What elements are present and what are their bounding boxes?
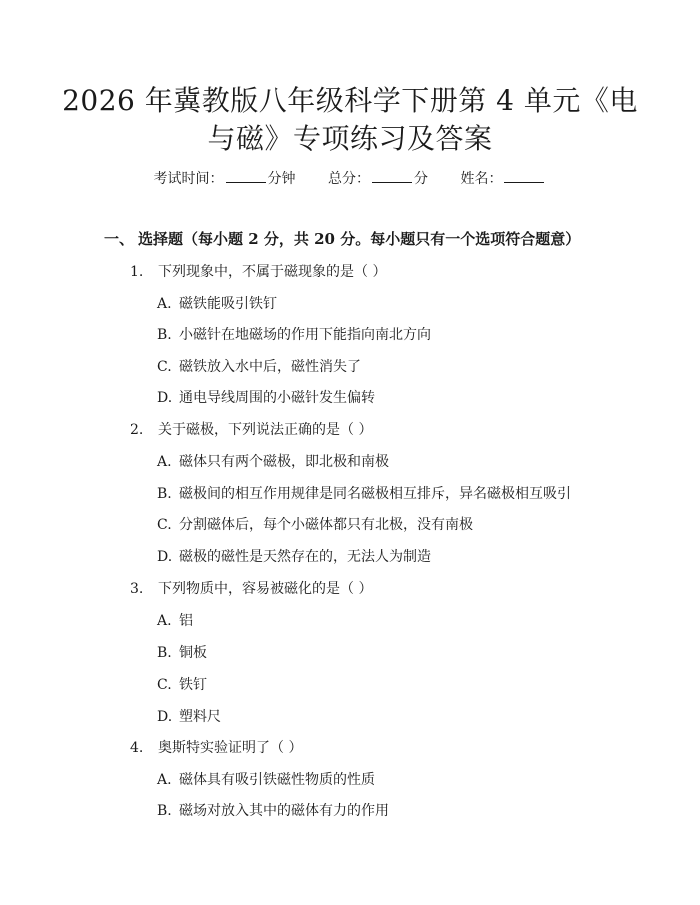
- question-text: 关于磁极，下列说法正确的是（ ）: [158, 422, 373, 438]
- question-number: 1.: [130, 264, 144, 280]
- section-title: 选择题（每小题 2 分，共 20 分。每小题只有一个选项符合题意）: [138, 230, 581, 248]
- exam-time-blank: [226, 168, 266, 183]
- student-name-blank: [504, 168, 544, 183]
- option-letter: B.: [157, 645, 172, 661]
- option-letter: A.: [157, 613, 172, 629]
- option-letter: B.: [157, 327, 172, 343]
- student-name-label: 姓名：: [460, 171, 503, 187]
- option-text: 铁钉: [179, 677, 207, 693]
- question-1-option-c: [157, 357, 361, 377]
- option-letter: D.: [157, 390, 173, 406]
- question-text: 奥斯特实验证明了（ ）: [158, 740, 303, 756]
- option-letter: C.: [157, 517, 172, 533]
- option-text: 磁极的磁性是天然存在的，无法人为制造: [179, 549, 431, 565]
- section-heading: [104, 229, 580, 249]
- question-4: [130, 738, 302, 758]
- question-1: [130, 262, 386, 282]
- option-text: 磁铁放入水中后，磁性消失了: [179, 359, 361, 375]
- question-number: 3.: [130, 581, 144, 597]
- question-3-option-c: [157, 675, 207, 695]
- option-text: 磁场对放入其中的磁体有力的作用: [179, 803, 389, 819]
- option-text: 磁体具有吸引铁磁性物质的性质: [179, 772, 375, 788]
- exam-time-unit: 分钟: [267, 171, 296, 187]
- total-score-blank: [372, 168, 412, 183]
- option-letter: A.: [157, 772, 172, 788]
- question-4-option-a: [157, 770, 375, 790]
- section-number: 一、: [104, 230, 135, 248]
- question-3-option-a: [157, 611, 193, 631]
- option-letter: B.: [157, 486, 172, 502]
- option-text: 铜板: [179, 645, 207, 661]
- question-2-option-d: [157, 547, 431, 567]
- option-letter: A.: [157, 296, 172, 312]
- option-letter: A.: [157, 454, 172, 470]
- document-title-line-1: 2026 年冀教版八年级科学下册第 4 单元《电: [62, 84, 638, 117]
- option-text: 铝: [179, 613, 193, 629]
- question-3: [130, 579, 372, 599]
- exam-time-field: [154, 168, 296, 189]
- total-score-label: 总分：: [328, 171, 370, 187]
- question-3-option-b: [157, 643, 207, 663]
- question-1-option-a: [157, 294, 277, 314]
- option-text: 分割磁体后，每个小磁体都只有北极，没有南极: [179, 517, 473, 533]
- exam-info-row: [0, 168, 700, 189]
- question-number: 4.: [130, 740, 144, 756]
- option-text: 磁体只有两个磁极，即北极和南极: [179, 454, 389, 470]
- option-text: 塑料尺: [179, 709, 221, 725]
- question-2: [130, 420, 372, 440]
- option-letter: C.: [157, 677, 172, 693]
- question-text: 下列物质中，容易被磁化的是（ ）: [158, 581, 373, 597]
- question-4-option-b: [157, 801, 389, 821]
- total-score-field: [328, 168, 428, 189]
- question-2-option-b: [157, 484, 571, 504]
- question-1-option-b: [157, 325, 431, 345]
- option-text: 磁极间的相互作用规律是同名磁极相互排斥，异名磁极相互吸引: [179, 486, 571, 502]
- option-letter: B.: [157, 803, 172, 819]
- question-2-option-c: [157, 515, 473, 535]
- student-name-field: [460, 168, 546, 189]
- question-number: 2.: [130, 422, 144, 438]
- total-score-unit: 分: [414, 171, 428, 187]
- question-1-option-d: [157, 388, 375, 408]
- question-text: 下列现象中，不属于磁现象的是（ ）: [158, 264, 387, 280]
- option-text: 通电导线周围的小磁针发生偏转: [179, 390, 375, 406]
- option-text: 磁铁能吸引铁钉: [179, 296, 277, 312]
- option-text: 小磁针在地磁场的作用下能指向南北方向: [179, 327, 431, 343]
- option-letter: C.: [157, 359, 172, 375]
- option-letter: D.: [157, 549, 173, 565]
- question-3-option-d: [157, 707, 221, 727]
- document-title-line-2: 与磁》专项练习及答案: [207, 122, 493, 155]
- option-letter: D.: [157, 709, 173, 725]
- exam-time-label: 考试时间：: [153, 171, 224, 187]
- question-2-option-a: [157, 452, 389, 472]
